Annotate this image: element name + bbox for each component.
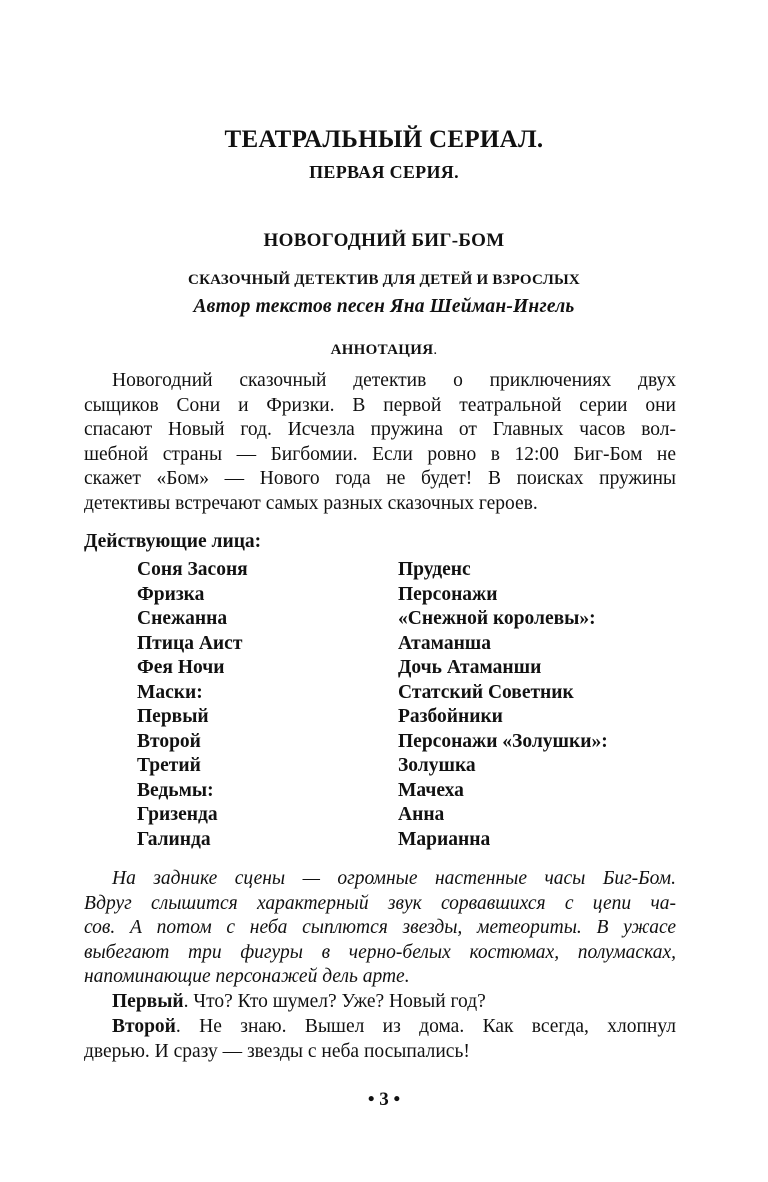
cast-item: Марианна — [398, 828, 491, 850]
series-title: ТЕАТРАЛЬНЫЙ СЕРИАЛ. — [224, 126, 544, 153]
cast-item: Статский Советник — [398, 681, 574, 703]
cast-item: Фея Ночи — [137, 657, 225, 678]
annotation-line: шебной страны — Бигбомии. Если ровно в 12:00 Биг-Бом не — [84, 443, 676, 465]
cast-item: Мачеха — [398, 779, 464, 801]
annotation-line: сыщиков Сони и Фризки. В первой театральной серии они — [84, 394, 676, 416]
play-title: НОВОГОДНИЙ БИГ-БОМ — [263, 230, 505, 251]
cast-item: Персонажи — [398, 583, 498, 605]
annotation-heading — [0, 342, 768, 359]
cast-item: Первый — [137, 706, 209, 727]
cast-item: Птица Аист — [137, 632, 243, 654]
speaker-name: Первый — [112, 991, 184, 1012]
cast-heading: Действующие лица: — [84, 531, 262, 552]
stage-direction-line: напоминающие персонажей дель арте. — [84, 966, 410, 987]
replica: . Что? Кто шумел? Уже? Новый год? — [183, 991, 486, 1012]
cast-item: Гризенда — [137, 804, 218, 825]
play-genre: СКАЗОЧНЫЙ ДЕТЕКТИВ ДЛЯ ДЕТЕЙ И ВЗРОСЛЫХ — [188, 272, 580, 288]
annotation-line: Новогодний сказочный детектив о приключениях двух — [112, 370, 676, 391]
series-episode: ПЕРВАЯ СЕРИЯ. — [309, 162, 459, 182]
cast-list-left — [137, 558, 248, 852]
cast-list-right — [398, 558, 608, 852]
cast-item: Второй — [137, 730, 201, 752]
dialogue-text — [84, 990, 676, 1015]
cast-item: Ведьмы: — [137, 779, 214, 801]
replica: . Не знаю. Вышел из дома. Как всегда, хлопнул — [175, 1016, 676, 1037]
stage-direction-line: На заднике сцены — огромные настенные часы Биг-Бом. — [112, 868, 676, 889]
cast-item: Снежанна — [137, 608, 228, 629]
stage-direction-line: выбегают три фигуры в черно-белых костюмах, полумасках, — [84, 941, 676, 963]
dialogue-text — [84, 1015, 676, 1040]
page-number: • 3 • — [367, 1089, 401, 1110]
cast-item: Галинда — [137, 828, 211, 850]
speaker-name: Второй — [112, 1016, 176, 1037]
annotation-paragraph — [84, 369, 676, 516]
cast-item: Атаманша — [398, 632, 492, 654]
annotation-line: детективы встречают самых разных сказочных героев. — [84, 492, 538, 514]
play-author: Автор текстов песен Яна Шейман-Ингель — [193, 296, 575, 317]
annotation-line: спасают Новый год. Исчезла пружина от Главных часов вол- — [84, 419, 676, 440]
cast-item: Третий — [137, 755, 201, 776]
stage-direction — [84, 867, 676, 990]
annotation-heading-dot: . — [433, 342, 438, 358]
annotation-line: скажет «Бом» — Нового года не будет! В поисках пружины — [84, 468, 676, 489]
cast-item: Соня Засоня — [137, 559, 248, 580]
dialogue-continuation: дверью. И сразу — звезды с неба посыпались! — [84, 1040, 470, 1062]
cast-item: Золушка — [398, 755, 476, 776]
cast-item: Персонажи «Золушки»: — [398, 730, 608, 752]
cast-item: «Снежной королевы»: — [398, 608, 596, 629]
annotation-heading-text: АННОТАЦИЯ — [330, 342, 434, 358]
cast-item: Маски: — [137, 681, 203, 703]
dialogue-line — [84, 1015, 676, 1064]
stage-direction-line: Вдруг слышится характерный звук сорвавшихся с цепи ча- — [84, 892, 676, 914]
cast-item: Пруденс — [398, 559, 471, 580]
cast-item: Фризка — [137, 583, 205, 605]
dialogue-line — [84, 990, 676, 1015]
cast-item: Анна — [398, 804, 445, 825]
cast-item: Дочь Атаманши — [398, 657, 542, 678]
stage-direction-line: сов. А потом с неба сыплются звезды, метеориты. В ужасе — [84, 917, 676, 938]
cast-item: Разбойники — [398, 706, 503, 727]
